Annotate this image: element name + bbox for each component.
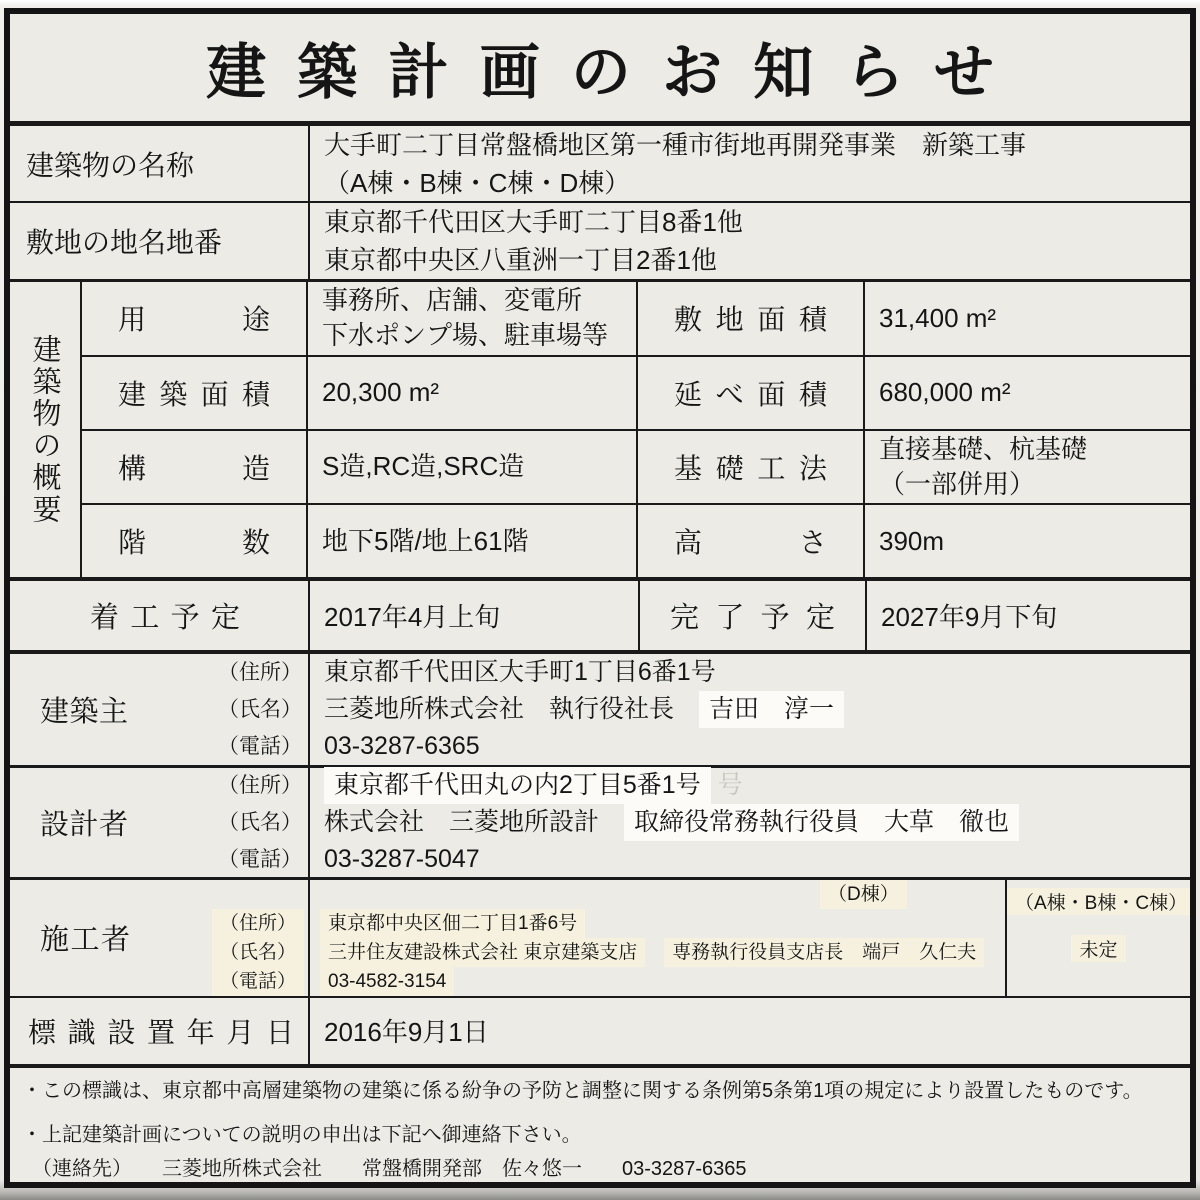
owner-tel: 03-3287-6365 [324,731,480,760]
structure-label: 構造 [118,452,270,484]
site-address-label: 敷地の地名地番 [10,203,310,279]
sign-date-label: 標識設置年月日 [28,1016,294,1048]
owner-person-sticker: 吉田 淳一 [699,691,844,728]
footer-contact-line: （連絡先） 三菱地所株式会社 常盤橋開発部 佐々悠一 03-3287-6365 [32,1157,747,1180]
footer-inquiry-note: ・上記建築計画についての説明の申出は下記へ御連絡下さい。 [22,1123,582,1146]
footer-ordinance-note: ・この標識は、東京都中高層建築物の建築に係る紛争の予防と調整に関する条例第5条第1項の規定により設置したものです。 [22,1079,1143,1102]
site-address-line2: 東京都中央区八重洲一丁目2番1他 [324,245,717,276]
building-area-label: 建築面積 [118,378,270,410]
contractor-name-line: 三井住友建設株式会社 東京建築支店 専務執行役員支店長 端戸 久仁夫 [320,938,1005,967]
owner-details [310,654,1190,765]
contractor-person-sticker: 専務執行役員支店長 端戸 久仁夫 [664,938,984,967]
foundation-label: 基礎工法 [674,452,827,484]
foundation-value: 直接基礎、杭基礎 （一部併用） [879,433,1088,499]
owner-address-label: （住所） [218,660,302,684]
height-value: 390m [879,525,945,556]
overview-grid [82,282,1190,577]
floors-label: 階数 [118,527,270,559]
designer-address-label: （住所） [218,773,302,797]
contractor-abc-heading: （A棟・B棟・C棟） [1007,888,1190,915]
site-area-value: 31,400 m² [879,302,997,333]
site-address-line1: 東京都千代田区大手町二丁目8番1他 [324,207,743,238]
building-name-line2: （A棟・B棟・C棟・D棟） [324,167,631,198]
site-address-row [10,201,1190,279]
owner-field-labels [198,654,308,765]
designer-address-line [324,767,1190,804]
owner-row [10,650,1190,765]
site-area-label: 敷地面積 [674,304,827,336]
floors-value: 地下5階/地上61階 [308,505,638,577]
completion-date-value: 2027年9月下旬 [881,602,1058,633]
owner-name-line: 三菱地所株式会社 執行役社長 吉田 淳一 [324,691,1190,728]
contractor-name-label: （氏名） [212,938,304,967]
total-floor-area-label: 延べ面積 [674,378,827,410]
designer-address-sticker: 東京都千代田丸の内2丁目5番1号 [324,767,711,804]
height-label: 高さ [674,527,827,559]
owner-address: 東京都千代田区大手町1丁目6番1号 [324,657,716,686]
site-address-value [310,203,1190,279]
overview-section [10,279,1190,577]
schedule-row [10,577,1190,649]
contractor-label: 施工者 [40,924,130,957]
completion-date-label: 完了予定 [670,602,835,635]
owner-name-label: （氏名） [218,697,302,721]
building-area-value: 20,300 m² [308,357,638,429]
owner-label: 建築主 [40,695,128,728]
designer-field-labels [198,767,308,878]
sign-date-value: 2016年9月1日 [324,1017,489,1048]
board-title: 建築計画のお知らせ [206,38,1026,106]
contractor-row [10,877,1190,996]
designer-name-label: （氏名） [218,810,302,834]
overview-row-floors [82,503,1190,577]
designer-ghost-text: 号 [717,770,743,799]
contractor-abc-column [1005,880,1190,996]
overview-row-structure [82,429,1190,503]
sign-date-row [10,996,1190,1064]
contractor-tel-line: 03-4582-3154 [320,967,1005,996]
designer-details [310,768,1190,877]
building-name-row [10,121,1190,201]
designer-row [10,765,1190,877]
overview-side-strip [10,282,82,577]
contractor-d-heading: （D棟） [320,880,1005,909]
overview-row-building-area [82,355,1190,429]
construction-notice-board [4,8,1196,1188]
title-row [10,14,1190,121]
overview-row-usage [82,282,1190,354]
owner-tel-label: （電話） [218,734,302,758]
overview-side-label: 建築物の概要 [28,333,61,526]
start-date-label: 着工予定 [90,602,240,635]
total-floor-area-value: 680,000 m² [879,377,1011,408]
designer-tel-label: （電話） [218,847,302,871]
contractor-address-line: 東京都中央区佃二丁目1番6号 [320,909,1005,938]
building-name-line1: 大手町二丁目常盤橋地区第一種市街地再開発事業 新築工事 [324,129,1027,160]
designer-name-line: 株式会社 三菱地所設計 取締役常務執行役員 大草 徹也 [324,804,1190,841]
contractor-details [310,880,1005,996]
usage-label: 用途 [118,304,270,336]
usage-value: 事務所、店舗、変電所 下水ポンプ場、駐車場等 [308,282,638,354]
start-date-value: 2017年4月上旬 [310,581,640,649]
designer-tel: 03-3287-5047 [324,844,480,873]
contractor-field-labels [200,880,308,996]
structure-value: S造,RC造,SRC造 [308,431,638,503]
building-name-label: 建築物の名称 [10,126,310,201]
designer-person-sticker: 取締役常務執行役員 大草 徹也 [624,804,1019,841]
contractor-tel-label: （電話） [212,967,304,996]
contractor-address-label: （住所） [212,909,304,938]
building-name-value [310,126,1190,201]
designer-label: 設計者 [40,808,128,841]
footer-notes [10,1064,1190,1182]
contractor-abc-value: 未定 [1071,935,1125,962]
